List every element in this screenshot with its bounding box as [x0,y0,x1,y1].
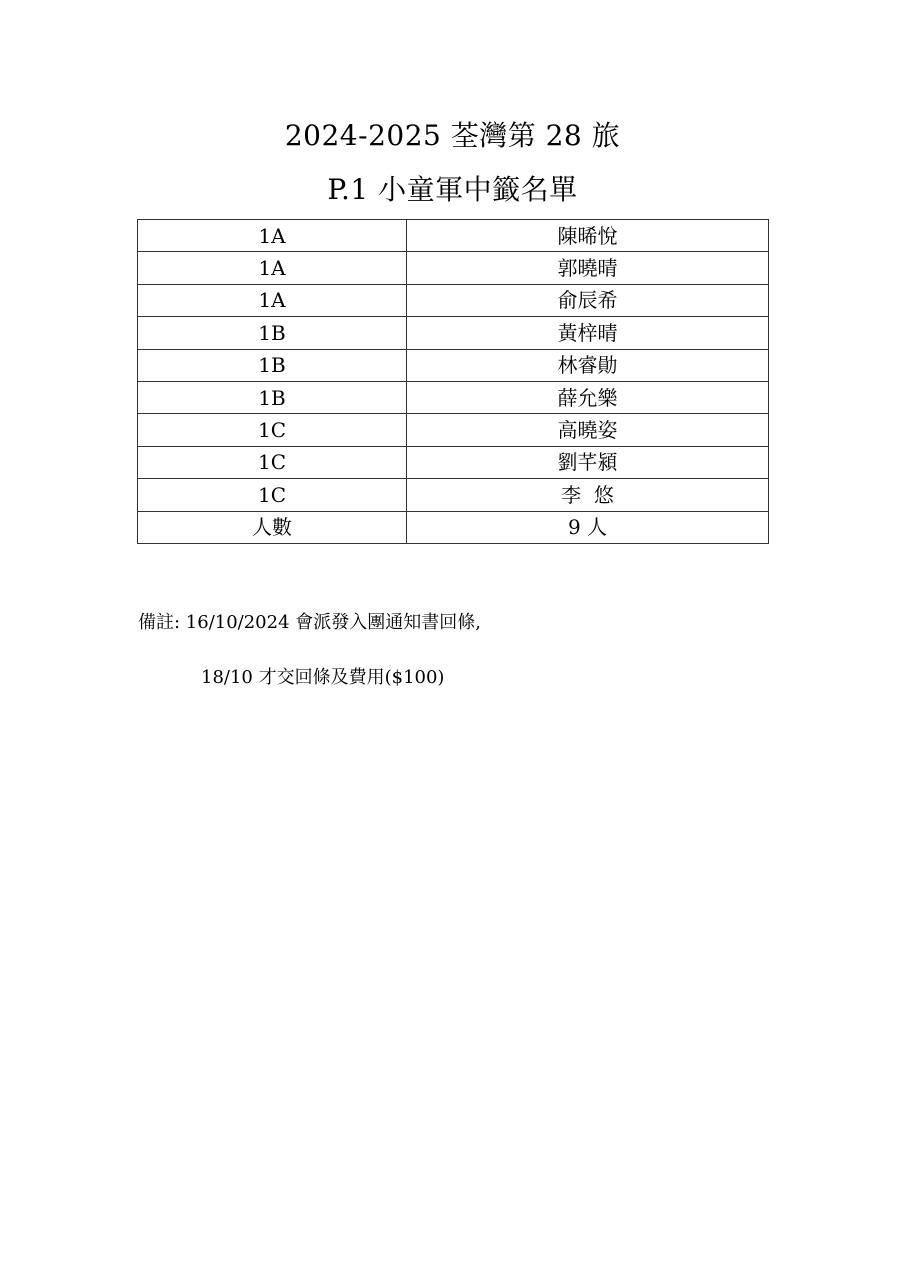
total-label-cell: 人數 [138,511,407,543]
class-cell: 1B [138,317,407,349]
table-row [138,414,769,446]
table-row [138,252,769,284]
class-cell: 1C [138,446,407,478]
name-cell: 黃梓晴 [407,317,769,349]
total-value-cell: 9 人 [407,511,769,543]
name-cell: 郭曉晴 [407,252,769,284]
roster-body [138,220,769,544]
name-cell: 高曉姿 [407,414,769,446]
name-cell: 林睿勛 [407,349,769,381]
remark-line-2: 18/10 才交回條及費用($100) [201,667,445,688]
class-cell: 1B [138,349,407,381]
class-cell: 1C [138,479,407,511]
remark-line-1: 備註: 16/10/2024 會派發入團通知書回條, [138,612,481,633]
class-cell: 1A [138,252,407,284]
roster-table [137,219,769,544]
table-row [138,446,769,478]
total-row [138,511,769,543]
class-cell: 1C [138,414,407,446]
table-row [138,220,769,252]
table-row [138,284,769,316]
document-title: 2024-2025 荃灣第 28 旅 [284,119,621,152]
table-row [138,479,769,511]
name-cell: 陳晞悅 [407,220,769,252]
name-cell: 李 悠 [407,479,769,511]
table-row [138,349,769,381]
class-cell: 1B [138,381,407,413]
name-cell: 劉芊潁 [407,446,769,478]
name-cell: 俞辰希 [407,284,769,316]
document-subtitle: P.1 小童軍中籤名單 [327,173,578,206]
name-cell: 薛允樂 [407,381,769,413]
class-cell: 1A [138,284,407,316]
class-cell: 1A [138,220,407,252]
table-row [138,381,769,413]
table-row [138,317,769,349]
